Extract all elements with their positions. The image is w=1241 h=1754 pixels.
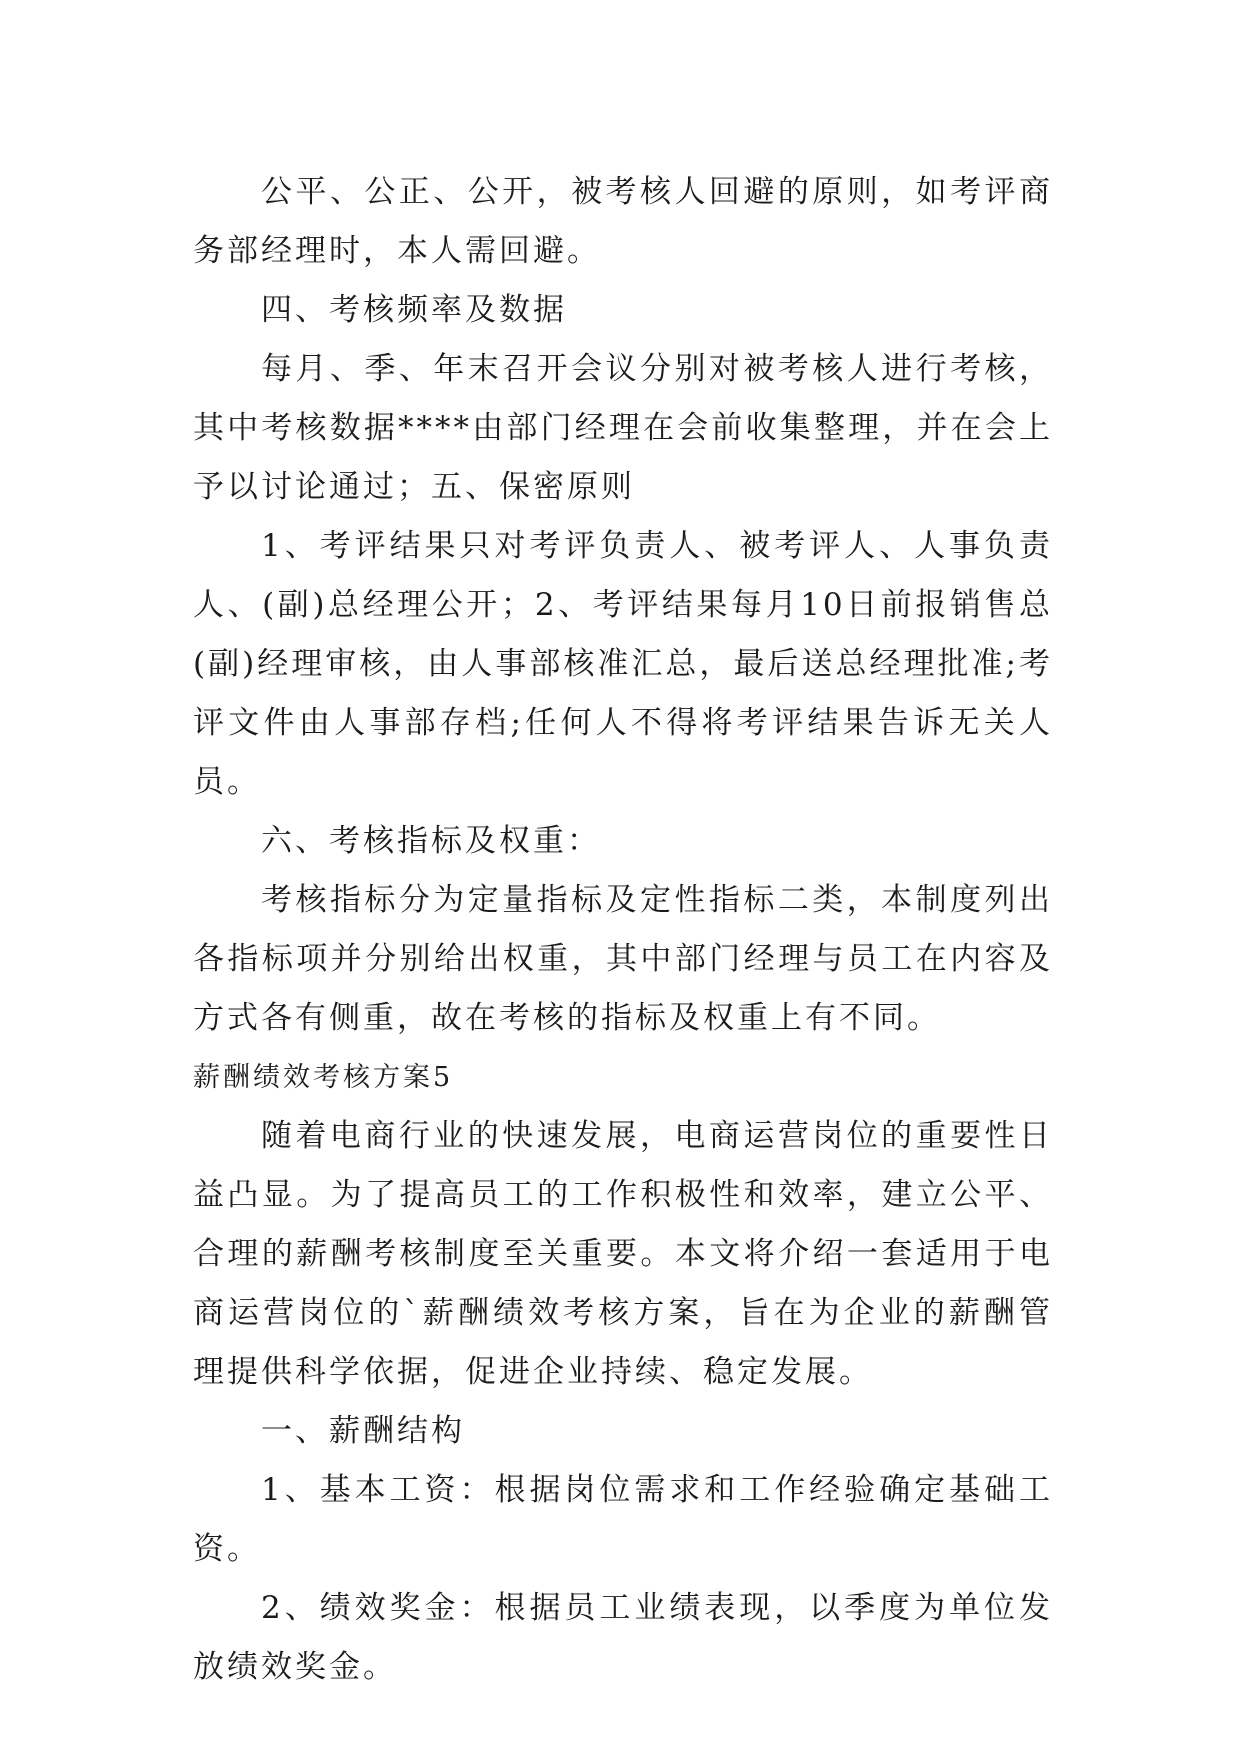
heading-section-6: 六、考核指标及权重： <box>261 823 601 859</box>
heading-salary-structure: 一、薪酬结构 <box>261 1413 465 1449</box>
paragraph-introduction: 随着电商行业的快速发展，电商运营岗位的重要性日益凸显。为了提高员工的工作积极性和效率，建立公平、合理的薪酬考核制度至关重要。本文将介绍一套适用于电商运营岗位的`薪酬绩效考核方案，旨在为企业的薪酬管理提供科学依据，促进企业持续、稳定发展。 <box>193 1118 1053 1390</box>
paragraph-principle-fairness: 公平、公正、公开，被考核人回避的原则，如考评商务部经理时，本人需回避。 <box>193 174 1053 269</box>
paragraph-assessment-frequency: 每月、季、年末召开会议分别对被考核人进行考核，其中考核数据****由部门经理在会前收集整理，并在会上予以讨论通过；五、保密原则 <box>193 351 1053 505</box>
heading-section-4: 四、考核频率及数据 <box>261 292 567 328</box>
list-item-base-salary: 1、基本工资：根据岗位需求和工作经验确定基础工资。 <box>193 1472 1053 1567</box>
paragraph-confidentiality: 1、考评结果只对考评负责人、被考评人、人事负责人、(副)总经理公开；2、考评结果每月10日前报销售总(副)经理审核，由人事部核准汇总，最后送总经理批准;考评文件由人事部存档;任何人不得将考评结果告诉无关人员。 <box>193 528 1053 800</box>
list-item-performance-bonus: 2、绩效奖金：根据员工业绩表现，以季度为单位发放绩效奖金。 <box>193 1590 1053 1685</box>
section-title-plan-5: 薪酬绩效考核方案5 <box>193 1062 454 1093</box>
paragraph-indicators-weights: 考核指标分为定量指标及定性指标二类，本制度列出各指标项并分别给出权重，其中部门经理与员工在内容及方式各有侧重，故在考核的指标及权重上有不同。 <box>193 882 1053 1036</box>
document-body <box>193 163 1053 1697</box>
